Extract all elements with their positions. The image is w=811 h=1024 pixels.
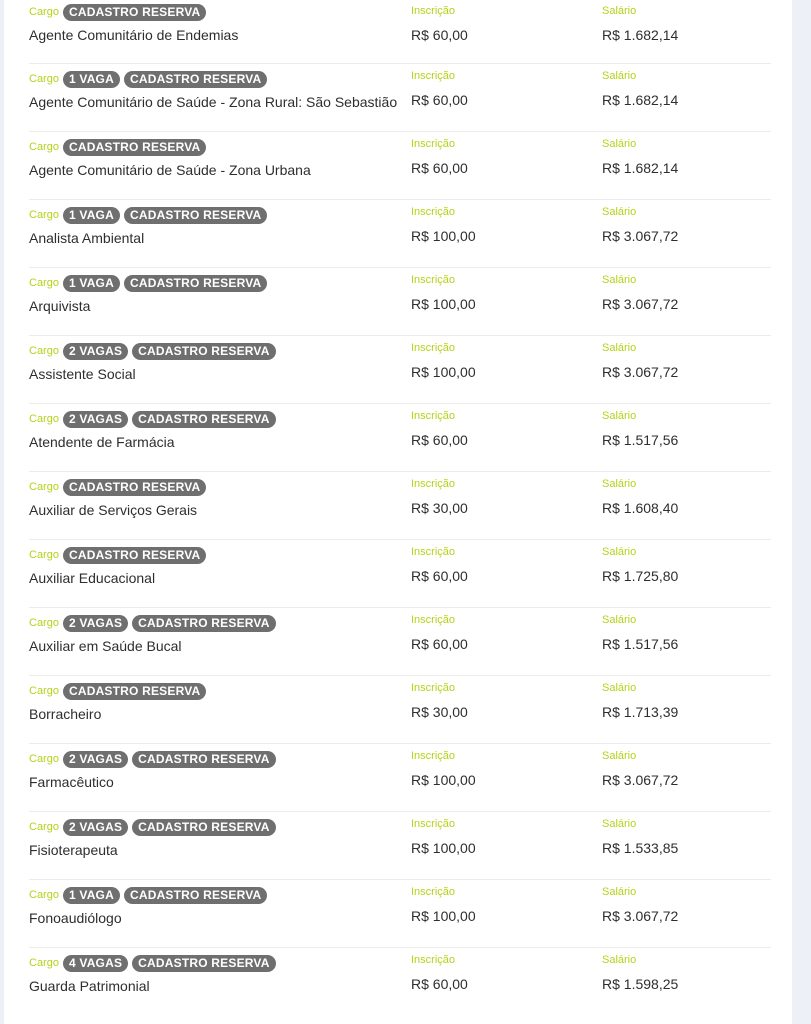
job-row[interactable] — [29, 880, 771, 948]
inscricao-label-line — [411, 477, 468, 491]
job-title[interactable]: Farmacêutico — [29, 774, 114, 790]
job-title[interactable]: Analista Ambiental — [29, 230, 145, 246]
inscricao-label-line — [411, 137, 468, 151]
inscricao-value: R$ 100,00 — [411, 772, 476, 788]
cargo-column — [29, 608, 280, 655]
inscricao-label: Inscrição — [411, 342, 456, 354]
inscricao-column — [411, 200, 476, 245]
inscricao-value: R$ 30,00 — [411, 500, 468, 516]
badge-group — [63, 954, 280, 972]
cargo-label: Cargo — [29, 6, 59, 18]
job-title[interactable]: Auxiliar de Serviços Gerais — [29, 502, 198, 518]
salario-value: R$ 3.067,72 — [602, 228, 679, 244]
salario-value: R$ 3.067,72 — [602, 364, 679, 380]
inscricao-label-line — [411, 409, 468, 423]
inscricao-label: Inscrição — [411, 546, 456, 558]
salario-column — [602, 132, 678, 177]
job-row[interactable] — [29, 812, 771, 880]
cargo-label-line — [29, 205, 271, 225]
salario-label: Salário — [602, 750, 637, 762]
job-row[interactable] — [29, 744, 771, 812]
cargo-label: Cargo — [29, 345, 59, 357]
inscricao-column — [411, 880, 476, 925]
salario-value: R$ 1.682,14 — [602, 27, 679, 43]
inscricao-column — [411, 404, 468, 449]
salario-label: Salário — [602, 614, 637, 626]
salario-column — [602, 676, 678, 721]
inscricao-column — [411, 268, 476, 313]
inscricao-label-line — [411, 613, 468, 627]
inscricao-column — [411, 540, 468, 585]
cargo-label: Cargo — [29, 277, 59, 289]
inscricao-value: R$ 100,00 — [411, 296, 476, 312]
reserve-badge: CADASTRO RESERVA — [132, 751, 275, 768]
job-title[interactable]: Agente Comunitário de Saúde - Zona Urbana — [29, 162, 311, 178]
job-title[interactable]: Auxiliar Educacional — [29, 570, 156, 586]
job-row[interactable] — [29, 540, 771, 608]
salario-column — [602, 744, 678, 789]
salario-column — [602, 200, 678, 245]
job-row[interactable] — [29, 336, 771, 404]
inscricao-column — [411, 744, 476, 789]
inscricao-label-line — [411, 69, 468, 83]
cargo-label: Cargo — [29, 821, 59, 833]
salario-value: R$ 1.713,39 — [602, 704, 679, 720]
cargo-label-line — [29, 545, 210, 565]
reserve-badge: CADASTRO RESERVA — [63, 139, 206, 156]
salario-column — [602, 472, 678, 517]
cargo-label-line — [29, 409, 280, 429]
job-title[interactable]: Borracheiro — [29, 706, 102, 722]
salario-label-line — [602, 477, 678, 491]
inscricao-column — [411, 336, 476, 381]
cargo-label: Cargo — [29, 889, 59, 901]
inscricao-label: Inscrição — [411, 886, 456, 898]
job-title[interactable]: Auxiliar em Saúde Bucal — [29, 638, 182, 654]
inscricao-value: R$ 100,00 — [411, 228, 476, 244]
job-title[interactable]: Fonoaudiólogo — [29, 910, 122, 926]
cargo-column — [29, 268, 271, 315]
salario-label-line — [602, 545, 678, 559]
vacancy-badge: 4 VAGAS — [63, 955, 128, 972]
inscricao-label: Inscrição — [411, 682, 456, 694]
salario-value: R$ 3.067,72 — [602, 296, 679, 312]
cargo-column — [29, 540, 210, 587]
job-title[interactable]: Assistente Social — [29, 366, 136, 382]
inscricao-label: Inscrição — [411, 138, 456, 150]
vacancy-badge: 2 VAGAS — [63, 819, 128, 836]
job-title[interactable]: Agente Comunitário de Saúde - Zona Rural: São Sebastião — [29, 94, 398, 110]
cargo-label-line — [29, 613, 280, 633]
salario-column — [602, 268, 678, 313]
inscricao-value: R$ 60,00 — [411, 92, 468, 108]
inscricao-column — [411, 0, 468, 44]
inscricao-value: R$ 60,00 — [411, 160, 468, 176]
job-row[interactable] — [29, 200, 771, 268]
cargo-label: Cargo — [29, 957, 59, 969]
inscricao-value: R$ 100,00 — [411, 364, 476, 380]
cargo-label-line — [29, 681, 210, 701]
salario-label: Salário — [602, 70, 637, 82]
reserve-badge: CADASTRO RESERVA — [132, 955, 275, 972]
salario-label: Salário — [602, 954, 637, 966]
cargo-column — [29, 336, 280, 383]
cargo-column — [29, 0, 238, 44]
inscricao-label-line — [411, 273, 476, 287]
badge-group — [63, 70, 271, 88]
cargo-column — [29, 948, 280, 995]
salario-column — [602, 0, 678, 44]
salario-value: R$ 1.517,56 — [602, 636, 679, 652]
reserve-badge: CADASTRO RESERVA — [63, 4, 206, 21]
job-row[interactable] — [29, 948, 771, 1016]
cargo-label-line — [29, 137, 311, 157]
salario-value: R$ 1.682,14 — [602, 92, 679, 108]
salario-value: R$ 3.067,72 — [602, 772, 679, 788]
cargo-column — [29, 812, 280, 859]
cargo-label: Cargo — [29, 481, 59, 493]
salario-label-line — [602, 341, 678, 355]
salario-label-line — [602, 4, 678, 18]
inscricao-column — [411, 608, 468, 653]
job-listing-panel — [4, 0, 792, 1024]
inscricao-label: Inscrição — [411, 614, 456, 626]
cargo-label: Cargo — [29, 549, 59, 561]
cargo-column — [29, 744, 280, 791]
cargo-column — [29, 200, 271, 247]
cargo-label: Cargo — [29, 753, 59, 765]
salario-label: Salário — [602, 818, 637, 830]
salario-label-line — [602, 69, 678, 83]
inscricao-column — [411, 676, 468, 721]
inscricao-value: R$ 60,00 — [411, 432, 468, 448]
reserve-badge: CADASTRO RESERVA — [63, 479, 206, 496]
salario-column — [602, 948, 678, 993]
salario-column — [602, 812, 678, 857]
vacancy-badge: 1 VAGA — [63, 275, 120, 292]
cargo-label-line — [29, 69, 397, 89]
inscricao-value: R$ 60,00 — [411, 636, 468, 652]
salario-value: R$ 1.533,85 — [602, 840, 679, 856]
cargo-label: Cargo — [29, 617, 59, 629]
inscricao-label: Inscrição — [411, 410, 456, 422]
cargo-label: Cargo — [29, 73, 59, 85]
inscricao-label: Inscrição — [411, 274, 456, 286]
salario-label: Salário — [602, 5, 637, 17]
reserve-badge: CADASTRO RESERVA — [124, 887, 267, 904]
cargo-label-line — [29, 749, 280, 769]
vacancy-badge: 1 VAGA — [63, 71, 120, 88]
salario-label-line — [602, 409, 678, 423]
inscricao-label-line — [411, 817, 476, 831]
cargo-column — [29, 64, 397, 111]
job-title[interactable]: Arquivista — [29, 298, 91, 314]
salario-value: R$ 3.067,72 — [602, 908, 679, 924]
job-row[interactable] — [29, 268, 771, 336]
vacancy-badge: 1 VAGA — [63, 887, 120, 904]
cargo-label: Cargo — [29, 209, 59, 221]
inscricao-label-line — [411, 205, 476, 219]
salario-label-line — [602, 749, 678, 763]
salario-value: R$ 1.517,56 — [602, 432, 679, 448]
salario-column — [602, 64, 678, 109]
cargo-label-line — [29, 2, 238, 22]
cargo-label: Cargo — [29, 413, 59, 425]
inscricao-label: Inscrição — [411, 478, 456, 490]
badge-group — [63, 886, 271, 904]
cargo-column — [29, 404, 280, 451]
job-title[interactable]: Atendente de Farmácia — [29, 434, 175, 450]
salario-value: R$ 1.598,25 — [602, 976, 679, 992]
job-row[interactable] — [29, 0, 771, 64]
cargo-column — [29, 880, 271, 927]
reserve-badge: CADASTRO RESERVA — [124, 71, 267, 88]
salario-label-line — [602, 273, 678, 287]
badge-group — [63, 546, 210, 564]
inscricao-column — [411, 812, 476, 857]
inscricao-label: Inscrição — [411, 70, 456, 82]
salario-label-line — [602, 817, 678, 831]
salario-value: R$ 1.608,40 — [602, 500, 679, 516]
job-row[interactable] — [29, 472, 771, 540]
job-title[interactable]: Guarda Patrimonial — [29, 978, 150, 994]
reserve-badge: CADASTRO RESERVA — [124, 275, 267, 292]
salario-column — [602, 336, 678, 381]
badge-group — [63, 206, 271, 224]
cargo-label-line — [29, 885, 271, 905]
salario-label: Salário — [602, 886, 637, 898]
salario-label-line — [602, 885, 678, 899]
salario-label: Salário — [602, 138, 637, 150]
badge-group — [63, 3, 210, 21]
reserve-badge: CADASTRO RESERVA — [124, 207, 267, 224]
job-title[interactable]: Fisioterapeuta — [29, 842, 118, 858]
salario-column — [602, 608, 678, 653]
salario-column — [602, 540, 678, 585]
cargo-column — [29, 472, 210, 519]
cargo-column — [29, 132, 311, 179]
cargo-label: Cargo — [29, 685, 59, 697]
job-row[interactable] — [29, 608, 771, 676]
cargo-column — [29, 676, 210, 723]
badge-group — [63, 750, 280, 768]
badge-group — [63, 478, 210, 496]
inscricao-label-line — [411, 341, 476, 355]
salario-label: Salário — [602, 342, 637, 354]
inscricao-label-line — [411, 885, 476, 899]
badge-group — [63, 138, 210, 156]
salario-label-line — [602, 137, 678, 151]
cargo-label-line — [29, 953, 280, 973]
vacancy-badge: 2 VAGAS — [63, 343, 128, 360]
inscricao-column — [411, 64, 468, 109]
vacancy-badge: 1 VAGA — [63, 207, 120, 224]
reserve-badge: CADASTRO RESERVA — [63, 683, 206, 700]
badge-group — [63, 818, 280, 836]
cargo-label-line — [29, 273, 271, 293]
salario-label: Salário — [602, 206, 637, 218]
cargo-label-line — [29, 817, 280, 837]
inscricao-label: Inscrição — [411, 954, 456, 966]
job-row[interactable] — [29, 676, 771, 744]
badge-group — [63, 274, 271, 292]
salario-value: R$ 1.682,14 — [602, 160, 679, 176]
cargo-label-line — [29, 341, 280, 361]
job-row[interactable] — [29, 404, 771, 472]
salario-label-line — [602, 953, 678, 967]
inscricao-value: R$ 100,00 — [411, 840, 476, 856]
inscricao-label: Inscrição — [411, 5, 456, 17]
salario-column — [602, 880, 678, 925]
vacancy-badge: 2 VAGAS — [63, 751, 128, 768]
inscricao-label-line — [411, 749, 476, 763]
inscricao-column — [411, 472, 468, 517]
job-title[interactable]: Agente Comunitário de Endemias — [29, 27, 239, 43]
inscricao-value: R$ 100,00 — [411, 908, 476, 924]
inscricao-value: R$ 60,00 — [411, 976, 468, 992]
vacancy-badge: 2 VAGAS — [63, 411, 128, 428]
salario-column — [602, 404, 678, 449]
salario-label: Salário — [602, 478, 637, 490]
inscricao-column — [411, 132, 468, 177]
inscricao-value: R$ 30,00 — [411, 704, 468, 720]
salario-label-line — [602, 681, 678, 695]
inscricao-label-line — [411, 953, 468, 967]
reserve-badge: CADASTRO RESERVA — [63, 547, 206, 564]
inscricao-label-line — [411, 681, 468, 695]
salario-label-line — [602, 613, 678, 627]
cargo-label-line — [29, 477, 210, 497]
inscricao-value: R$ 60,00 — [411, 568, 468, 584]
salario-label-line — [602, 205, 678, 219]
job-row[interactable] — [29, 64, 771, 132]
badge-group — [63, 682, 210, 700]
reserve-badge: CADASTRO RESERVA — [132, 819, 275, 836]
inscricao-label: Inscrição — [411, 750, 456, 762]
inscricao-label-line — [411, 4, 468, 18]
badge-group — [63, 614, 280, 632]
inscricao-label-line — [411, 545, 468, 559]
job-list — [29, 0, 771, 1016]
salario-value: R$ 1.725,80 — [602, 568, 679, 584]
salario-label: Salário — [602, 682, 637, 694]
inscricao-label: Inscrição — [411, 206, 456, 218]
badge-group — [63, 342, 280, 360]
reserve-badge: CADASTRO RESERVA — [132, 615, 275, 632]
salario-label: Salário — [602, 546, 637, 558]
reserve-badge: CADASTRO RESERVA — [132, 411, 275, 428]
inscricao-value: R$ 60,00 — [411, 27, 468, 43]
inscricao-column — [411, 948, 468, 993]
cargo-label: Cargo — [29, 141, 59, 153]
salario-label: Salário — [602, 274, 637, 286]
reserve-badge: CADASTRO RESERVA — [132, 343, 275, 360]
salario-label: Salário — [602, 410, 637, 422]
job-row[interactable] — [29, 132, 771, 200]
inscricao-label: Inscrição — [411, 818, 456, 830]
vacancy-badge: 2 VAGAS — [63, 615, 128, 632]
badge-group — [63, 410, 280, 428]
